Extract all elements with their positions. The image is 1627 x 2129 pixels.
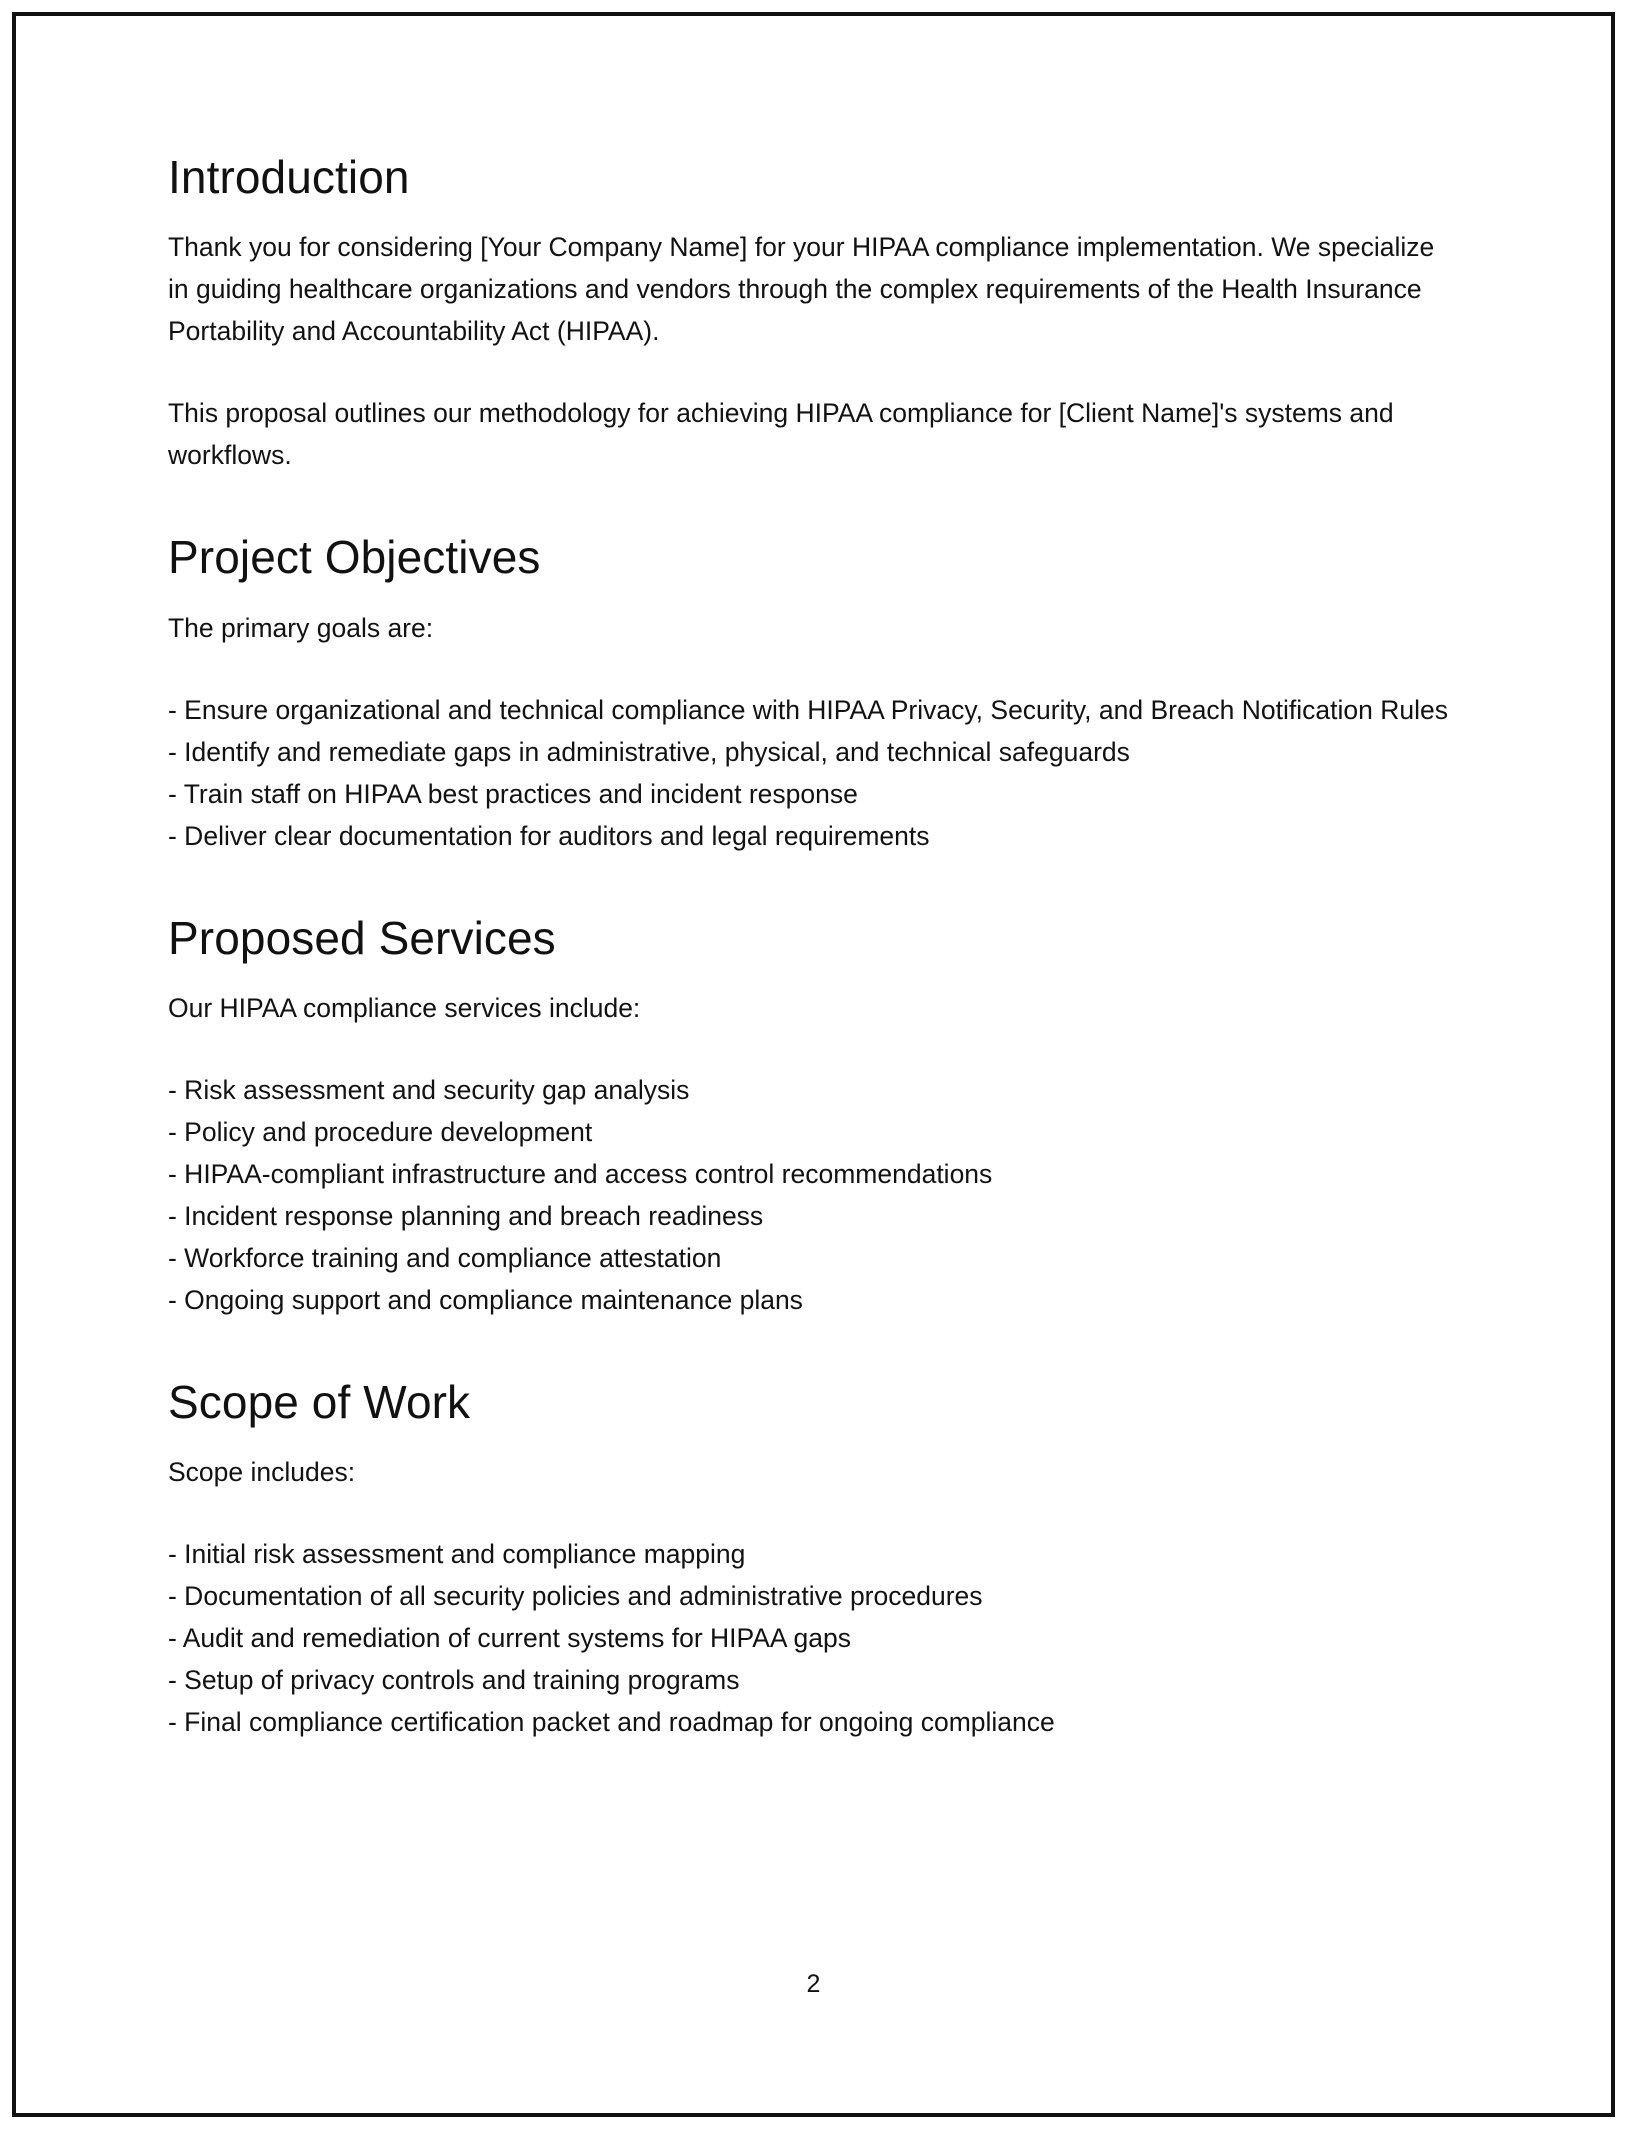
heading-introduction: Introduction [168,151,410,203]
spacer [168,352,1462,392]
paragraph-project-objectives-intro: The primary goals are: [168,612,434,643]
heading-proposed-services: Proposed Services [168,911,556,964]
spacer [168,649,1462,689]
spacer [168,965,1462,987]
list-item: - Ensure organizational and technical compliance with HIPAA Privacy, Security, and Breach Notification Rules [168,694,1448,725]
section-scope-of-work [168,1375,1462,1743]
spacer [168,585,1462,607]
list-item: - Workforce training and compliance attestation [168,1242,722,1273]
paragraph-introduction-1: Thank you for considering [Your Company Name] for your HIPAA compliance implementation. We specialize in guiding healthcare organizations and vendors through the complex requirements of the Health Insurance Portability and Accountability Act (HIPAA). [168,232,1435,347]
list-item: - Deliver clear documentation for auditors and legal requirements [168,820,930,851]
list-scope-of-work [168,1533,1462,1743]
paragraph-scope-of-work-intro: Scope includes: [168,1457,356,1488]
list-item: - Risk assessment and security gap analysis [168,1074,690,1105]
paragraph-proposed-services-intro: Our HIPAA compliance services include: [168,992,641,1023]
list-item: - HIPAA-compliant infrastructure and access control recommendations [168,1158,993,1189]
list-item: - Audit and remediation of current systems for HIPAA gaps [168,1623,851,1654]
paragraph-introduction-2: This proposal outlines our methodology for achieving HIPAA compliance for [Client Name]'s systems and workflows. [168,398,1394,471]
heading-project-objectives: Project Objectives [168,531,541,584]
section-introduction [168,150,1462,476]
list-item: - Documentation of all security policies and administrative procedures [168,1581,983,1612]
list-item: - Setup of privacy controls and training programs [168,1665,740,1696]
heading-scope-of-work: Scope of Work [168,1375,471,1428]
list-item: - Policy and procedure development [168,1116,593,1147]
list-item: - Identify and remediate gaps in administrative, physical, and technical safeguards [168,736,1130,767]
spacer [168,1429,1462,1451]
section-project-objectives [168,530,1462,856]
spacer [168,1493,1462,1533]
document-body [168,150,1462,1743]
list-item: - Ongoing support and compliance maintenance plans [168,1284,803,1315]
page-content-area [168,0,1462,2129]
list-item: - Train staff on HIPAA best practices and incident response [168,778,858,809]
spacer [168,204,1462,226]
page-number: 2 [806,1970,821,1998]
spacer [168,1029,1462,1069]
list-proposed-services [168,1069,1462,1321]
list-item: - Final compliance certification packet and roadmap for ongoing compliance [168,1707,1055,1738]
section-proposed-services [168,911,1462,1321]
list-item: - Incident response planning and breach readiness [168,1200,764,1231]
list-project-objectives [168,689,1462,857]
list-item: - Initial risk assessment and compliance mapping [168,1539,746,1570]
